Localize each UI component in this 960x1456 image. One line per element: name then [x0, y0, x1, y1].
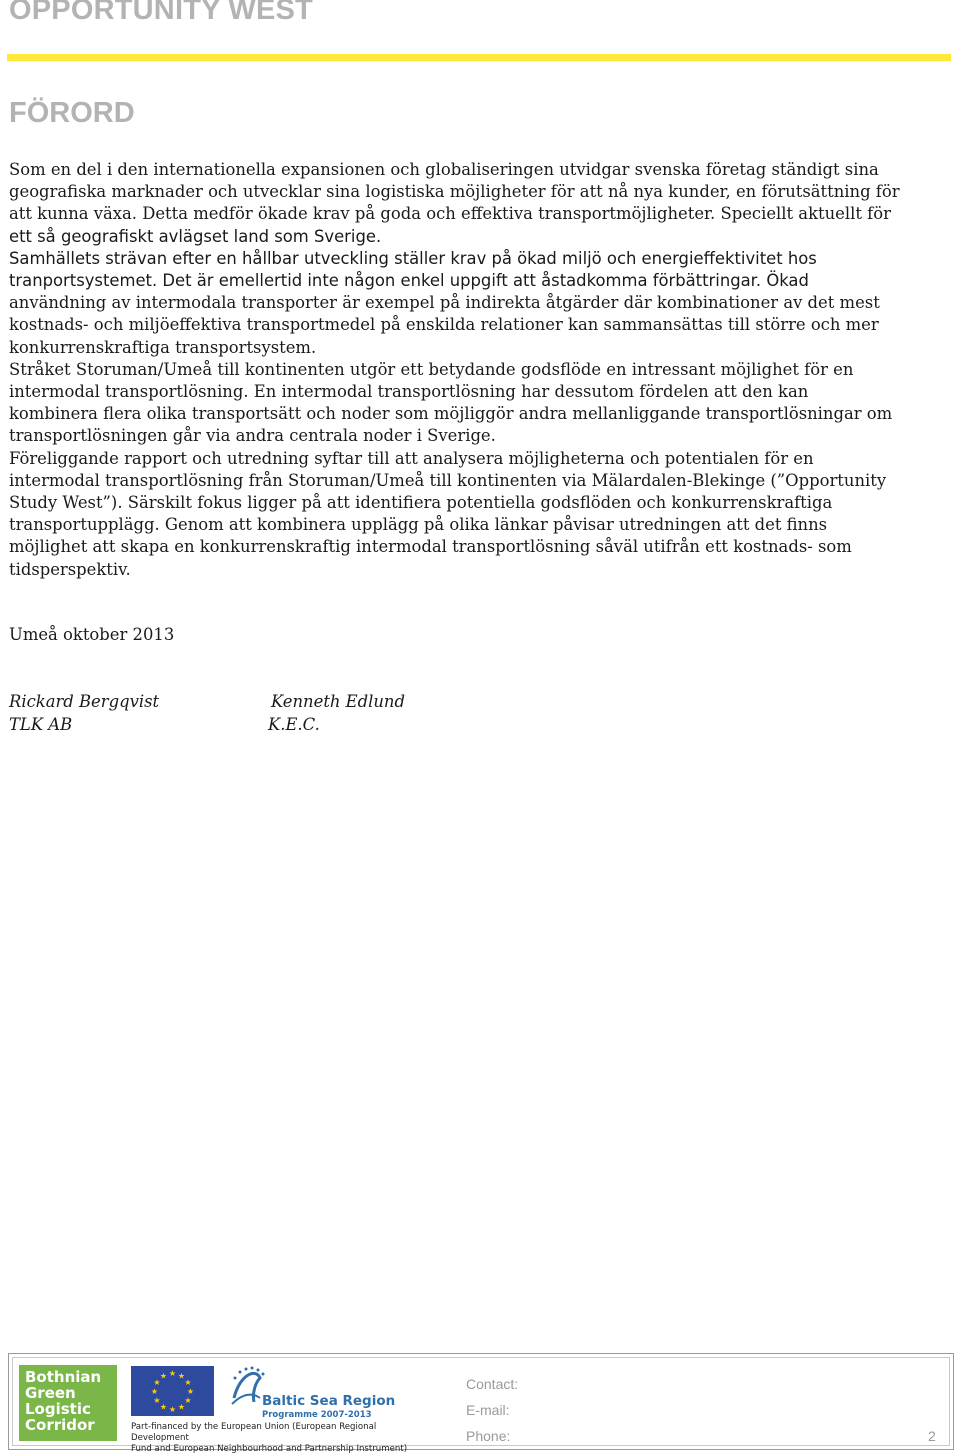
body-line: transportlösningen går via andra centrala noder i Sverige.	[9, 426, 496, 446]
svg-text:★: ★	[159, 1402, 168, 1412]
body-line: kostnads- och miljöeffektiva transportmedel på enskilda relationer kan sammansättas till större och mer	[9, 315, 879, 335]
signer-2-org: K.E.C.	[268, 715, 320, 734]
page-number: 2	[928, 1428, 936, 1444]
body-line: ett så geografiskt avlägset land som Sverige.	[9, 226, 382, 246]
body-line: Samhällets strävan efter en hållbar utveckling ställer krav på ökad miljö och energieffektivitet hos	[9, 248, 817, 268]
bsr-title: Baltic Sea Region	[262, 1393, 396, 1409]
phone-label: Phone:	[466, 1428, 511, 1444]
eu-funding-note: Part-financed by the European Union (European Regional Development Fund and European Neighbourhood and Partnership Instrument)	[131, 1422, 408, 1454]
signer-1-org: TLK AB	[9, 715, 73, 734]
eu-flag-icon	[131, 1366, 214, 1416]
bglc-logo: Bothnian Green Logistic Corridor	[19, 1365, 117, 1441]
body-line: geografiska marknader och utvecklar sina logistiska möjligheter för att nå nya kunder, en förutsättning för	[9, 182, 900, 202]
svg-text:★: ★	[168, 1405, 177, 1414]
svg-text:★: ★	[159, 1371, 168, 1381]
body-line: transportupplägg. Genom att kombinera upplägg på olika länkar påvisar utredningen att det finns	[9, 515, 828, 535]
place-date: Umeå oktober 2013	[9, 625, 175, 644]
header-rule	[7, 54, 951, 61]
svg-text:★: ★	[177, 1402, 186, 1412]
signer-2-name: Kenneth Edlund	[271, 692, 405, 711]
svg-text:★: ★	[150, 1387, 159, 1396]
body-line: Föreliggande rapport och utredning syftar till att analysera möjligheterna och potentialen för en	[9, 448, 814, 468]
body-line: tidsperspektiv.	[9, 559, 131, 579]
body-line: Study West”). Särskilt fokus ligger på att identifiera potentiella godsflöden och konkurrenskraftiga	[9, 493, 833, 513]
section-heading: FÖRORD	[9, 97, 135, 129]
body-line: Stråket Storuman/Umeå till kontinenten utgör ett betydande godsflöde en intressant möjlighet för en	[9, 359, 854, 379]
svg-text:★: ★	[184, 1378, 192, 1387]
body-text	[9, 159, 909, 581]
signer-1-name: Rickard Bergqvist	[9, 692, 160, 711]
body-line: användning av intermodala transporter är exempel på indirekta åtgärder där kombinationer av det mest	[9, 293, 880, 313]
body-line: Som en del i den internationella expansionen och globaliseringen utvidgar svenska företag ständigt sina	[9, 160, 879, 179]
contact-label: Contact:	[466, 1376, 519, 1392]
body-line: tranportsystemet. Det är emellertid inte någon enkel uppgift att åstadkomma förbättringar. Ökad	[9, 271, 809, 291]
svg-text:★: ★	[177, 1371, 186, 1381]
body-line: kombinera flera olika transportsätt och noder som möjliggör andra mellanliggande transportlösningar om	[9, 404, 893, 424]
svg-text:★: ★	[186, 1387, 195, 1396]
body-line: intermodal transportlösning. En intermodal transportlösning har dessutom fördelen att den kan	[9, 382, 809, 402]
body-line: möjlighet att skapa en konkurrenskraftig intermodal transportlösning såväl utifrån ett kostnads- som	[9, 537, 852, 557]
svg-text:★: ★	[153, 1378, 161, 1387]
body-line: intermodal transportlösning från Storuman/Umeå till kontinenten via Mälardalen-Blekinge (”Opportunity	[9, 470, 887, 490]
body-line: att kunna växa. Detta medför ökade krav på goda och effektiva transportmöjligheter. Speciellt aktuellt för	[9, 204, 891, 224]
body-line: konkurrenskraftiga transportsystem.	[9, 337, 317, 357]
svg-text:★: ★	[153, 1396, 161, 1405]
bsr-programme: Programme 2007-2013	[262, 1410, 372, 1420]
document-title: OPPORTUNITY WEST	[9, 0, 313, 26]
email-label: E-mail:	[466, 1402, 510, 1418]
svg-text:★: ★	[184, 1396, 192, 1405]
svg-text:★: ★	[168, 1369, 177, 1378]
